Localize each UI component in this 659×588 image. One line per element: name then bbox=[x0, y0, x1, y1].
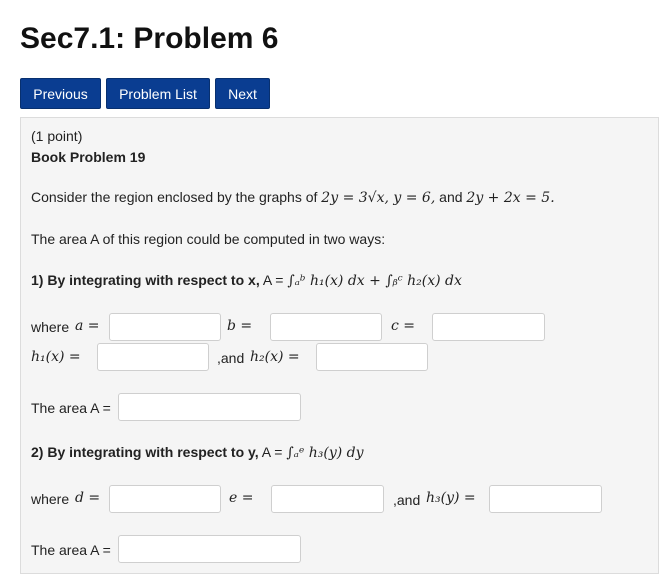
a-label: a = bbox=[75, 318, 100, 334]
part2-heading: 2) By integrating with respect to y, bbox=[31, 444, 259, 460]
part2-formula-prefix: A = bbox=[258, 444, 287, 460]
area-label-2: The area A = bbox=[31, 542, 111, 558]
h2-label: h₂(x) = bbox=[250, 349, 300, 365]
problem-statement bbox=[31, 189, 555, 206]
where-label-1: where bbox=[31, 319, 70, 335]
part1-formula-prefix: A = bbox=[259, 272, 288, 288]
book-problem-label: Book Problem 19 bbox=[31, 149, 146, 165]
h1-input[interactable] bbox=[97, 343, 209, 371]
b-label: b = bbox=[227, 318, 253, 334]
h3-input[interactable] bbox=[489, 485, 602, 513]
previous-button[interactable]: Previous bbox=[20, 78, 101, 109]
area-input-2[interactable] bbox=[118, 535, 301, 563]
e-input[interactable] bbox=[271, 485, 384, 513]
and-label-1: ,and bbox=[217, 350, 245, 366]
statement-equation-1: 2y = 3√x, y = 6, bbox=[321, 190, 436, 206]
h2-input[interactable] bbox=[316, 343, 428, 371]
b-input[interactable] bbox=[270, 313, 382, 341]
points-label: (1 point) bbox=[31, 128, 83, 144]
problem-list-button[interactable]: Problem List bbox=[106, 78, 210, 109]
area-intro: The area A of this region could be computed in two ways: bbox=[31, 231, 386, 247]
part2-formula: ∫ₐᵉ h₃(y) dy bbox=[286, 445, 364, 461]
where-label-2: where bbox=[31, 491, 70, 507]
part1-formula: ∫ₐᵇ h₁(x) dx + ∫ᵦᶜ h₂(x) dx bbox=[287, 273, 462, 289]
c-label: c = bbox=[391, 318, 416, 334]
e-label: e = bbox=[229, 490, 254, 506]
problem-navigation bbox=[20, 78, 270, 109]
c-input[interactable] bbox=[432, 313, 545, 341]
statement-prefix: Consider the region enclosed by the graphs of bbox=[31, 189, 322, 205]
part2-heading-line bbox=[31, 444, 364, 461]
area-label-1: The area A = bbox=[31, 400, 111, 416]
part1-heading-line bbox=[31, 272, 462, 289]
statement-and: and bbox=[435, 189, 467, 205]
page-title: Sec7.1: Problem 6 bbox=[20, 22, 279, 55]
problem-box bbox=[20, 117, 659, 574]
d-input[interactable] bbox=[109, 485, 221, 513]
d-label: d = bbox=[75, 490, 101, 506]
a-input[interactable] bbox=[109, 313, 221, 341]
h1-label: h₁(x) = bbox=[31, 349, 81, 365]
part1-heading: 1) By integrating with respect to x, bbox=[31, 272, 260, 288]
next-button[interactable]: Next bbox=[215, 78, 270, 109]
h3-label: h₃(y) = bbox=[426, 490, 476, 506]
and-label-2: ,and bbox=[393, 492, 421, 508]
area-input-1[interactable] bbox=[118, 393, 301, 421]
statement-equation-2: 2y + 2x = 5. bbox=[466, 190, 555, 206]
